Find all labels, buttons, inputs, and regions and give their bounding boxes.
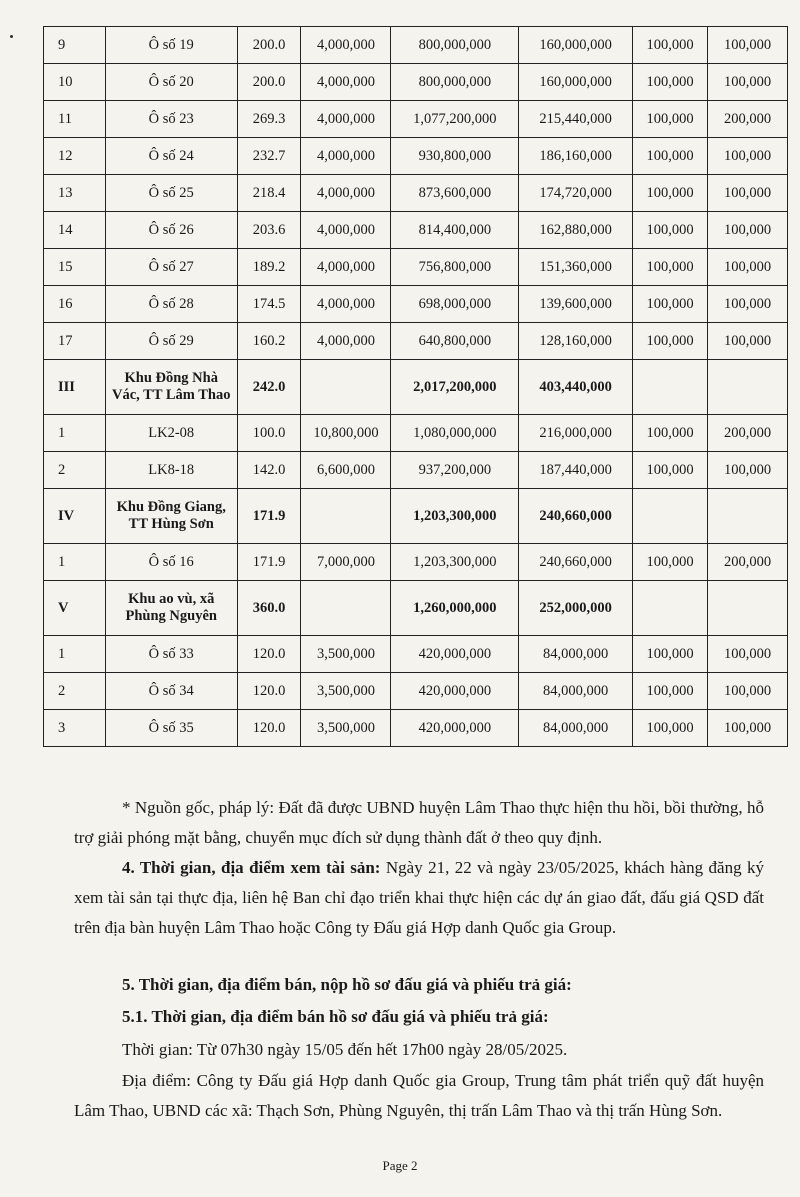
table-group-row [44, 581, 788, 636]
area-cell: 269.3 [237, 101, 301, 138]
row-number: 12 [44, 138, 106, 175]
dossier-fee-cell: 100,000 [633, 323, 708, 360]
area-cell: 218.4 [237, 175, 301, 212]
table-row [44, 673, 788, 710]
viewing-heading: 4. Thời gian, địa điểm xem tài sản: [122, 858, 381, 877]
deposit-cell: 186,160,000 [519, 138, 633, 175]
deposit-cell: 216,000,000 [519, 415, 633, 452]
deposit-cell: 162,880,000 [519, 212, 633, 249]
total-price-cell: 640,800,000 [391, 323, 519, 360]
unit-price-cell: 4,000,000 [301, 286, 391, 323]
price-step-cell: 200,000 [708, 101, 788, 138]
area-cell: 200.0 [237, 27, 301, 64]
price-step-cell: 100,000 [708, 710, 788, 747]
dossier-fee-cell [633, 489, 708, 544]
total-price-cell: 1,077,200,000 [391, 101, 519, 138]
table-row [44, 710, 788, 747]
plot-name: Ô số 24 [105, 138, 237, 175]
area-cell: 160.2 [237, 323, 301, 360]
row-number: 10 [44, 64, 106, 101]
price-step-cell [708, 489, 788, 544]
table-row [44, 415, 788, 452]
table-row [44, 286, 788, 323]
price-step-cell [708, 360, 788, 415]
price-step-cell: 100,000 [708, 286, 788, 323]
area-cell: 203.6 [237, 212, 301, 249]
dossier-fee-cell: 100,000 [633, 138, 708, 175]
plot-name: LK2-08 [105, 415, 237, 452]
total-price-cell: 873,600,000 [391, 175, 519, 212]
price-step-cell: 200,000 [708, 544, 788, 581]
area-cell: 171.9 [237, 489, 301, 544]
area-cell: 120.0 [237, 710, 301, 747]
price-step-cell: 100,000 [708, 175, 788, 212]
dossier-fee-cell: 100,000 [633, 415, 708, 452]
plot-name: Ô số 28 [105, 286, 237, 323]
price-step-cell: 100,000 [708, 452, 788, 489]
price-step-cell: 100,000 [708, 636, 788, 673]
unit-price-cell [301, 581, 391, 636]
table-group-row [44, 489, 788, 544]
deposit-cell: 403,440,000 [519, 360, 633, 415]
unit-price-cell [301, 360, 391, 415]
total-price-cell: 420,000,000 [391, 710, 519, 747]
row-number: 1 [44, 415, 106, 452]
deposit-cell: 240,660,000 [519, 489, 633, 544]
total-price-cell: 756,800,000 [391, 249, 519, 286]
plot-name: Ô số 35 [105, 710, 237, 747]
dossier-fee-cell: 100,000 [633, 673, 708, 710]
land-plot-table-body [44, 27, 788, 747]
total-price-cell: 937,200,000 [391, 452, 519, 489]
dossier-fee-cell: 100,000 [633, 636, 708, 673]
row-number: 11 [44, 101, 106, 138]
dossier-fee-cell: 100,000 [633, 710, 708, 747]
deposit-cell: 187,440,000 [519, 452, 633, 489]
plot-name: Khu Đồng Giang, TT Hùng Sơn [105, 489, 237, 544]
land-plot-table [43, 26, 788, 747]
area-cell: 171.9 [237, 544, 301, 581]
total-price-cell: 800,000,000 [391, 27, 519, 64]
total-price-cell: 800,000,000 [391, 64, 519, 101]
area-cell: 200.0 [237, 64, 301, 101]
area-cell: 100.0 [237, 415, 301, 452]
deposit-cell: 252,000,000 [519, 581, 633, 636]
unit-price-cell: 4,000,000 [301, 212, 391, 249]
row-number: 3 [44, 710, 106, 747]
unit-price-cell: 4,000,000 [301, 64, 391, 101]
table-row [44, 138, 788, 175]
deposit-cell: 84,000,000 [519, 710, 633, 747]
row-number: III [44, 360, 106, 415]
area-cell: 120.0 [237, 636, 301, 673]
plot-name: Khu Đồng Nhà Vác, TT Lâm Thao [105, 360, 237, 415]
plot-name: Ô số 19 [105, 27, 237, 64]
dossier-fee-cell: 100,000 [633, 249, 708, 286]
table-row [44, 544, 788, 581]
deposit-cell: 139,600,000 [519, 286, 633, 323]
origin-paragraph: * Nguồn gốc, pháp lý: Đất đã được UBND huyện Lâm Thao thực hiện thu hồi, bồi thường, hỗ trợ giải phóng mặt bằng, chuyển mục đích sử dụng thành đất ở theo quy định. [74, 798, 764, 847]
total-price-cell: 420,000,000 [391, 673, 519, 710]
table-group-row [44, 360, 788, 415]
dossier-fee-cell: 100,000 [633, 544, 708, 581]
unit-price-cell: 10,800,000 [301, 415, 391, 452]
plot-name: Ô số 34 [105, 673, 237, 710]
plot-name: Ô số 23 [105, 101, 237, 138]
plot-name: Ô số 20 [105, 64, 237, 101]
deposit-cell: 240,660,000 [519, 544, 633, 581]
plot-name: Ô số 26 [105, 212, 237, 249]
dossier-fee-cell: 100,000 [633, 27, 708, 64]
area-cell: 120.0 [237, 673, 301, 710]
dossier-fee-cell [633, 581, 708, 636]
table-row [44, 175, 788, 212]
table-row [44, 323, 788, 360]
time-paragraph: Thời gian: Từ 07h30 ngày 15/05 đến hết 17h00 ngày 28/05/2025. [122, 1040, 568, 1059]
price-step-cell: 100,000 [708, 323, 788, 360]
row-number: 2 [44, 452, 106, 489]
row-number: 9 [44, 27, 106, 64]
price-step-cell: 100,000 [708, 673, 788, 710]
total-price-cell: 1,080,000,000 [391, 415, 519, 452]
area-cell: 360.0 [237, 581, 301, 636]
unit-price-cell: 4,000,000 [301, 175, 391, 212]
unit-price-cell: 7,000,000 [301, 544, 391, 581]
dossier-fee-cell: 100,000 [633, 101, 708, 138]
deposit-cell: 215,440,000 [519, 101, 633, 138]
table-row [44, 101, 788, 138]
total-price-cell: 420,000,000 [391, 636, 519, 673]
plot-name: Ô số 33 [105, 636, 237, 673]
place-paragraph: Địa điểm: Công ty Đấu giá Hợp danh Quốc gia Group, Trung tâm phát triển quỹ đất huyện Lâm Thao, UBND các xã: Thạch Sơn, Phùng Nguyên, thị trấn Lâm Thao và thị trấn Hùng Sơn. [74, 1071, 764, 1120]
area-cell: 189.2 [237, 249, 301, 286]
row-number: 14 [44, 212, 106, 249]
price-step-cell: 100,000 [708, 64, 788, 101]
unit-price-cell [301, 489, 391, 544]
price-step-cell: 100,000 [708, 27, 788, 64]
table-row [44, 64, 788, 101]
total-price-cell: 1,203,300,000 [391, 489, 519, 544]
row-number: 15 [44, 249, 106, 286]
row-number: 2 [44, 673, 106, 710]
area-cell: 174.5 [237, 286, 301, 323]
dossier-fee-cell: 100,000 [633, 64, 708, 101]
unit-price-cell: 6,600,000 [301, 452, 391, 489]
deposit-cell: 160,000,000 [519, 64, 633, 101]
scan-speck [10, 35, 13, 38]
total-price-cell: 814,400,000 [391, 212, 519, 249]
section-5-1-heading: 5.1. Thời gian, địa điểm bán hồ sơ đấu giá và phiếu trả giá: [122, 1007, 549, 1026]
total-price-cell: 930,800,000 [391, 138, 519, 175]
total-price-cell: 1,203,300,000 [391, 544, 519, 581]
unit-price-cell: 4,000,000 [301, 249, 391, 286]
deposit-cell: 151,360,000 [519, 249, 633, 286]
deposit-cell: 174,720,000 [519, 175, 633, 212]
row-number: 16 [44, 286, 106, 323]
plot-name: Ô số 25 [105, 175, 237, 212]
section-5-heading: 5. Thời gian, địa điểm bán, nộp hồ sơ đấu giá và phiếu trả giá: [122, 975, 572, 994]
price-step-cell: 200,000 [708, 415, 788, 452]
table-row [44, 249, 788, 286]
row-number: 1 [44, 636, 106, 673]
row-number: V [44, 581, 106, 636]
deposit-cell: 160,000,000 [519, 27, 633, 64]
unit-price-cell: 3,500,000 [301, 673, 391, 710]
table-row [44, 636, 788, 673]
unit-price-cell: 4,000,000 [301, 138, 391, 175]
table-row [44, 212, 788, 249]
unit-price-cell: 4,000,000 [301, 27, 391, 64]
total-price-cell: 1,260,000,000 [391, 581, 519, 636]
unit-price-cell: 4,000,000 [301, 101, 391, 138]
row-number: IV [44, 489, 106, 544]
dossier-fee-cell [633, 360, 708, 415]
viewing-body: Ngày 21, 22 và ngày 23/05/2025, khách hàng đăng ký xem tài sản tại thực địa, liên hệ Ban chỉ đạo triển khai thực hiện các dự án giao đất, đấu giá QSD đất trên địa bàn huyện Lâm Thao hoặc Công ty Đấu giá Hợp danh Quốc gia Group. [74, 858, 765, 937]
dossier-fee-cell: 100,000 [633, 452, 708, 489]
area-cell: 232.7 [237, 138, 301, 175]
total-price-cell: 698,000,000 [391, 286, 519, 323]
page-number: Page 2 [382, 1158, 418, 1173]
table-row [44, 27, 788, 64]
table-row [44, 452, 788, 489]
deposit-cell: 84,000,000 [519, 636, 633, 673]
dossier-fee-cell: 100,000 [633, 175, 708, 212]
deposit-cell: 84,000,000 [519, 673, 633, 710]
total-price-cell: 2,017,200,000 [391, 360, 519, 415]
dossier-fee-cell: 100,000 [633, 286, 708, 323]
area-cell: 142.0 [237, 452, 301, 489]
plot-name: Khu ao vù, xã Phùng Nguyên [105, 581, 237, 636]
row-number: 17 [44, 323, 106, 360]
price-step-cell: 100,000 [708, 138, 788, 175]
plot-name: Ô số 16 [105, 544, 237, 581]
row-number: 1 [44, 544, 106, 581]
plot-name: LK8-18 [105, 452, 237, 489]
deposit-cell: 128,160,000 [519, 323, 633, 360]
price-step-cell: 100,000 [708, 212, 788, 249]
price-step-cell [708, 581, 788, 636]
unit-price-cell: 3,500,000 [301, 636, 391, 673]
unit-price-cell: 4,000,000 [301, 323, 391, 360]
row-number: 13 [44, 175, 106, 212]
dossier-fee-cell: 100,000 [633, 212, 708, 249]
unit-price-cell: 3,500,000 [301, 710, 391, 747]
plot-name: Ô số 29 [105, 323, 237, 360]
price-step-cell: 100,000 [708, 249, 788, 286]
area-cell: 242.0 [237, 360, 301, 415]
plot-name: Ô số 27 [105, 249, 237, 286]
viewing-paragraph [74, 853, 764, 943]
